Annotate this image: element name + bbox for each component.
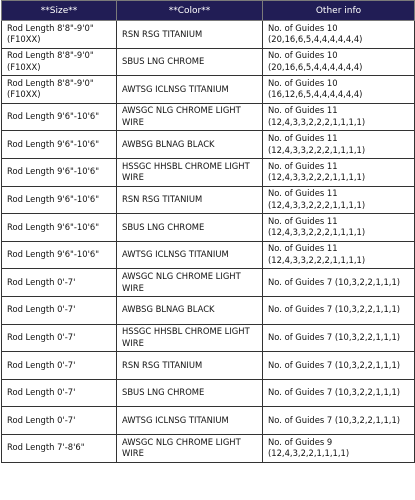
color-cell: SBUS LNG CHROME	[117, 48, 263, 76]
table-row	[2, 379, 415, 407]
table-row	[2, 407, 415, 435]
table-row	[2, 21, 415, 49]
info-cell: No. of Guides 7 (10,3,2,2,1,1,1)	[263, 296, 415, 324]
color-cell: AWSGC NLG CHROME LIGHT WIRE	[117, 103, 263, 131]
column-header-color: **Color**	[117, 1, 263, 21]
table-row	[2, 186, 415, 214]
spec-table	[1, 0, 415, 463]
color-cell: RSN RSG TITANIUM	[117, 352, 263, 380]
size-cell: Rod Length 0'-7'	[2, 379, 117, 407]
size-cell: Rod Length 7'-8'6"	[2, 434, 117, 462]
color-cell: HSSGC HHSBL CHROME LIGHT WIRE	[117, 324, 263, 352]
color-cell: SBUS LNG CHROME	[117, 379, 263, 407]
table-header-row	[2, 1, 415, 21]
size-cell: Rod Length 0'-7'	[2, 269, 117, 297]
size-cell: Rod Length 0'-7'	[2, 352, 117, 380]
table-row	[2, 48, 415, 76]
color-cell: AWBSG BLNAG BLACK	[117, 296, 263, 324]
size-cell: Rod Length 0'-7'	[2, 407, 117, 435]
color-cell: AWTSG ICLNSG TITANIUM	[117, 241, 263, 269]
size-cell: Rod Length 8'8"-9'0" (F10XX)	[2, 48, 117, 76]
table-row	[2, 241, 415, 269]
table-body	[2, 21, 415, 463]
info-cell: No. of Guides 10 (16,12,6,5,4,4,4,4,4,4)	[263, 76, 415, 104]
color-cell: SBUS LNG CHROME	[117, 214, 263, 242]
size-cell: Rod Length 9'6"-10'6"	[2, 214, 117, 242]
info-cell: No. of Guides 10 (20,16,6,5,4,4,4,4,4,4)	[263, 48, 415, 76]
info-cell: No. of Guides 11 (12,4,3,3,2,2,2,1,1,1,1)	[263, 158, 415, 186]
table-row	[2, 324, 415, 352]
table-row	[2, 103, 415, 131]
info-cell: No. of Guides 11 (12,4,3,3,2,2,2,1,1,1,1)	[263, 103, 415, 131]
color-cell: RSN RSG TITANIUM	[117, 21, 263, 49]
table-row	[2, 214, 415, 242]
color-cell: AWSGC NLG CHROME LIGHT WIRE	[117, 434, 263, 462]
table-row	[2, 158, 415, 186]
color-cell: AWBSG BLNAG BLACK	[117, 131, 263, 159]
info-cell: No. of Guides 7 (10,3,2,2,1,1,1)	[263, 379, 415, 407]
size-cell: Rod Length 9'6"-10'6"	[2, 241, 117, 269]
table-row	[2, 269, 415, 297]
size-cell: Rod Length 9'6"-10'6"	[2, 186, 117, 214]
size-cell: Rod Length 9'6"-10'6"	[2, 158, 117, 186]
table-row	[2, 434, 415, 462]
table-row	[2, 76, 415, 104]
table-row	[2, 352, 415, 380]
size-cell: Rod Length 8'8"-9'0" (F10XX)	[2, 21, 117, 49]
info-cell: No. of Guides 11 (12,4,3,3,2,2,2,1,1,1,1)	[263, 241, 415, 269]
info-cell: No. of Guides 11 (12,4,3,3,2,2,2,1,1,1,1)	[263, 131, 415, 159]
info-cell: No. of Guides 11 (12,4,3,3,2,2,2,1,1,1,1)	[263, 186, 415, 214]
table-row	[2, 131, 415, 159]
size-cell: Rod Length 0'-7'	[2, 324, 117, 352]
color-cell: RSN RSG TITANIUM	[117, 186, 263, 214]
info-cell: No. of Guides 10 (20,16,6,5,4,4,4,4,4,4)	[263, 21, 415, 49]
size-cell: Rod Length 9'6"-10'6"	[2, 131, 117, 159]
column-header-other-info: Other info	[263, 1, 415, 21]
column-header-size: **Size**	[2, 1, 117, 21]
color-cell: AWTSG ICLNSG TITANIUM	[117, 407, 263, 435]
info-cell: No. of Guides 11 (12,4,3,3,2,2,2,1,1,1,1)	[263, 214, 415, 242]
color-cell: AWSGC NLG CHROME LIGHT WIRE	[117, 269, 263, 297]
table-row	[2, 296, 415, 324]
info-cell: No. of Guides 7 (10,3,2,2,1,1,1)	[263, 352, 415, 380]
color-cell: HSSGC HHSBL CHROME LIGHT WIRE	[117, 158, 263, 186]
info-cell: No. of Guides 7 (10,3,2,2,1,1,1)	[263, 269, 415, 297]
size-cell: Rod Length 0'-7'	[2, 296, 117, 324]
size-cell: Rod Length 9'6"-10'6"	[2, 103, 117, 131]
size-cell: Rod Length 8'8"-9'0" (F10XX)	[2, 76, 117, 104]
info-cell: No. of Guides 7 (10,3,2,2,1,1,1)	[263, 407, 415, 435]
info-cell: No. of Guides 7 (10,3,2,2,1,1,1)	[263, 324, 415, 352]
color-cell: AWTSG ICLNSG TITANIUM	[117, 76, 263, 104]
info-cell: No. of Guides 9 (12,4,3,2,2,1,1,1,1)	[263, 434, 415, 462]
